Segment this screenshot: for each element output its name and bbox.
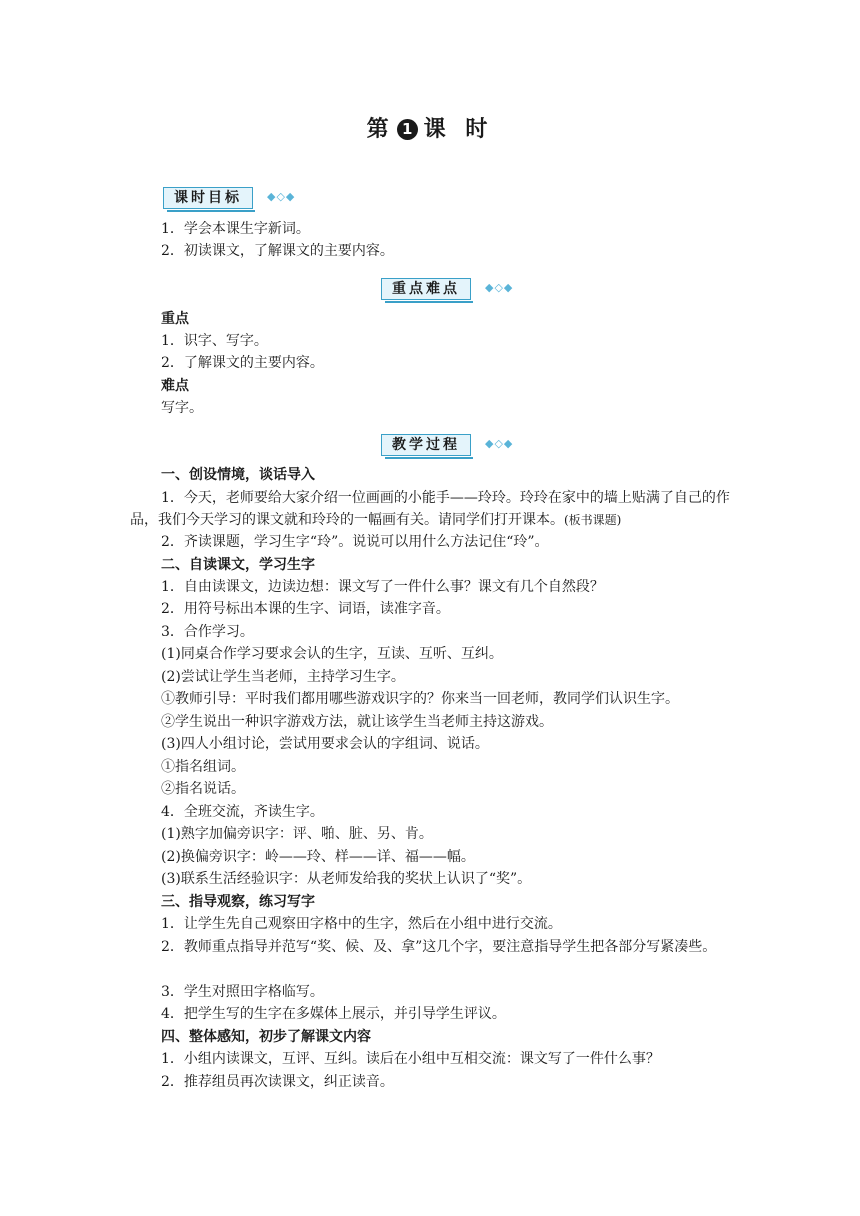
tag-label-process: 教学过程 (381, 434, 471, 456)
key-item: 2．了解课文的主要内容。 (161, 355, 324, 371)
list-item: (1)同桌合作学习要求会认的生字，互读、互听、互纠。 (161, 646, 503, 662)
section-heading: 四、整体感知，初步了解课文内容 (161, 1029, 371, 1045)
list-item: (3)联系生活经验识字：从老师发给我的奖状上认识了“奖”。 (161, 871, 532, 887)
list-item: ②指名说话。 (161, 781, 245, 797)
key-heading: 重点 (161, 311, 189, 327)
list-item: 3．合作学习。 (161, 624, 254, 640)
goal-item: 1．学会本课生字新词。 (161, 221, 310, 237)
list-item: 4．全班交流，齐读生字。 (161, 804, 324, 820)
section-tag-key-points (381, 278, 515, 302)
page-title (0, 112, 860, 143)
list-item: (2)尝试让学生当老师，主持学习生字。 (161, 669, 405, 685)
section-tag-goals (163, 187, 297, 211)
lesson-number-badge: 1 (397, 119, 418, 140)
tag-label-goals: 课时目标 (163, 187, 253, 209)
paragraph: 2．齐读课题，学习生字“玲”。说说可以用什么方法记住“玲”。 (161, 534, 549, 550)
paragraph: 2．教师重点指导并范写“奖、候、及、拿”这几个字，要注意指导学生把各部分写紧凑些。 (161, 939, 717, 955)
section-heading: 三、指导观察，练习写字 (161, 894, 315, 910)
difficult-heading: 难点 (161, 378, 189, 394)
paragraph: 4．把学生写的生字在多媒体上展示，并引导学生评议。 (161, 1006, 506, 1022)
paragraph (130, 487, 730, 531)
tag-decoration-icon: ◆◇◆ (485, 281, 514, 294)
title-suffix: 课 时 (423, 117, 494, 142)
list-item: (3)四人小组讨论，尝试用要求会认的字组词、说话。 (161, 736, 489, 752)
tag-label-key-points: 重点难点 (381, 278, 471, 300)
board-note: (板书课题) (564, 513, 622, 527)
paragraph: 1．小组内读课文，互评、互纠。读后在小组中互相交流：课文写了一件什么事？ (161, 1051, 660, 1067)
section-heading: 一、创设情境，谈话导入 (161, 467, 315, 483)
title-prefix: 第 (366, 117, 395, 142)
list-item: ②学生说出一种识字游戏方法，就让该学生当老师主持这游戏。 (161, 714, 553, 730)
paragraph: 2．推荐组员再次读课文，纠正读音。 (161, 1074, 394, 1090)
key-item: 1．识字、写字。 (161, 333, 268, 349)
list-item: ①教师引导：平时我们都用哪些游戏识字的？你来当一回老师，教同学们认识生字。 (161, 691, 679, 707)
list-item: ①指名组词。 (161, 759, 245, 775)
paragraph: 1．让学生先自己观察田字格中的生字，然后在小组中进行交流。 (161, 916, 562, 932)
list-item: 2．用符号标出本课的生字、词语，读准字音。 (161, 601, 450, 617)
paragraph-text: 1．今天，老师要给大家介绍一位画画的小能手——玲玲。玲玲在家中的墙上贴满了自己的作品，我们今天学习的课文就和玲玲的一幅画有关。请同学们打开课本。 (130, 490, 730, 528)
section-heading: 二、自读课文，学习生字 (161, 557, 315, 573)
list-item: 1．自由读课文，边读边想：课文写了一件什么事？课文有几个自然段？ (161, 579, 604, 595)
list-item: (1)熟字加偏旁识字：评、啪、脏、另、肯。 (161, 826, 433, 842)
tag-decoration-icon: ◆◇◆ (267, 190, 296, 203)
paragraph: 3．学生对照田字格临写。 (161, 984, 324, 1000)
difficult-item: 写字。 (161, 400, 203, 416)
section-tag-process (381, 434, 515, 458)
tag-decoration-icon: ◆◇◆ (485, 437, 514, 450)
list-item: (2)换偏旁识字：岭——玲、样——详、福——幅。 (161, 849, 475, 865)
goal-item: 2．初读课文，了解课文的主要内容。 (161, 243, 394, 259)
